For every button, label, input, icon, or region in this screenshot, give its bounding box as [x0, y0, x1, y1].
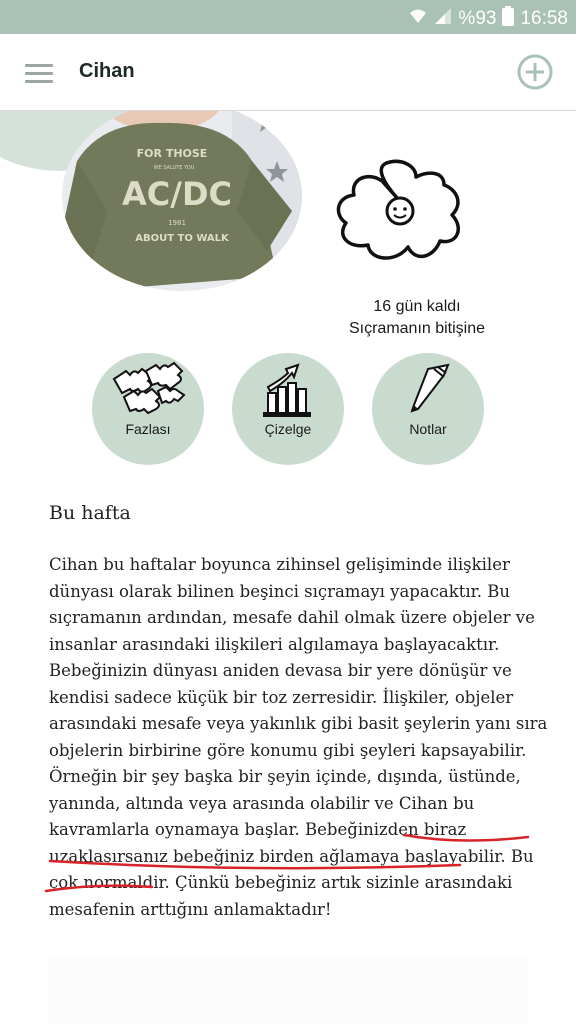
bottom-panel — [48, 957, 528, 1024]
page-title: Cihan — [79, 60, 135, 82]
countdown-days: 16 gün kaldı — [373, 298, 461, 315]
notes-label: Notlar — [409, 421, 447, 437]
more-label: Fazlası — [125, 421, 171, 437]
battery-icon — [502, 6, 514, 32]
main-content — [0, 111, 576, 1024]
description-outro: Bu çok normaldir. Çünkü bebeğiniz artık sizinle arasındaki mesafenin arttığını anlamaktadır! — [49, 846, 534, 919]
signal-icon — [434, 7, 452, 31]
status-icons — [408, 6, 568, 32]
shirt-text-small: WE SALUTE YOU — [153, 165, 195, 171]
app-bar — [0, 34, 576, 111]
chart-label: Çizelge — [264, 421, 312, 437]
status-bar — [0, 0, 576, 34]
hamburger-menu-icon[interactable] — [25, 64, 53, 84]
countdown-label: Sıçramanın bitişine — [348, 320, 486, 337]
description-highlight: Bebeğinizden biraz uzaklaşırsanız bebeğiniz birden ağlamaya başlayabilir. — [49, 820, 506, 866]
wifi-icon — [408, 7, 428, 31]
shirt-text-bottom: ABOUT TO WALK — [135, 233, 229, 244]
highlight-underlines — [0, 111, 576, 1024]
battery-percent: %93 — [458, 8, 497, 29]
add-circle-icon[interactable] — [517, 54, 553, 90]
shirt-year: 1981 — [168, 219, 186, 227]
shirt-text-top: FOR THOSE — [136, 147, 208, 160]
clock: 16:58 — [520, 8, 568, 29]
shirt-logo: AC/DC — [122, 175, 232, 213]
description-intro: Cihan bu haftalar boyunca zihinsel gelişiminde ilişkiler dünyası olarak bilinen beşinci sıçramayı yapacaktır. Bu sıçramanın ardından, mesafe dahil olmak üzere objeler ve insanlar arasındaki ilişkileri algılamaya başlayacaktır. Bebeğinizin dünyası aniden devasa bir yere dönüşür ve kendisi sadece küçük bir toz zerresidir. İlişkiler, objeler arasındaki mesafe veya yakınlık gibi basit şeylerin yanı sıra objelerin birbirine göre konumu gibi şeyleri kapsayabilir. Örneğin bir şey başka bir şeyin içinde, dışında, üstünde, yanında, altında veya arasında olabilir ve Cihan bu kavramlarla oynamaya başlar. — [49, 555, 548, 839]
section-title: Bu hafta — [49, 502, 131, 524]
